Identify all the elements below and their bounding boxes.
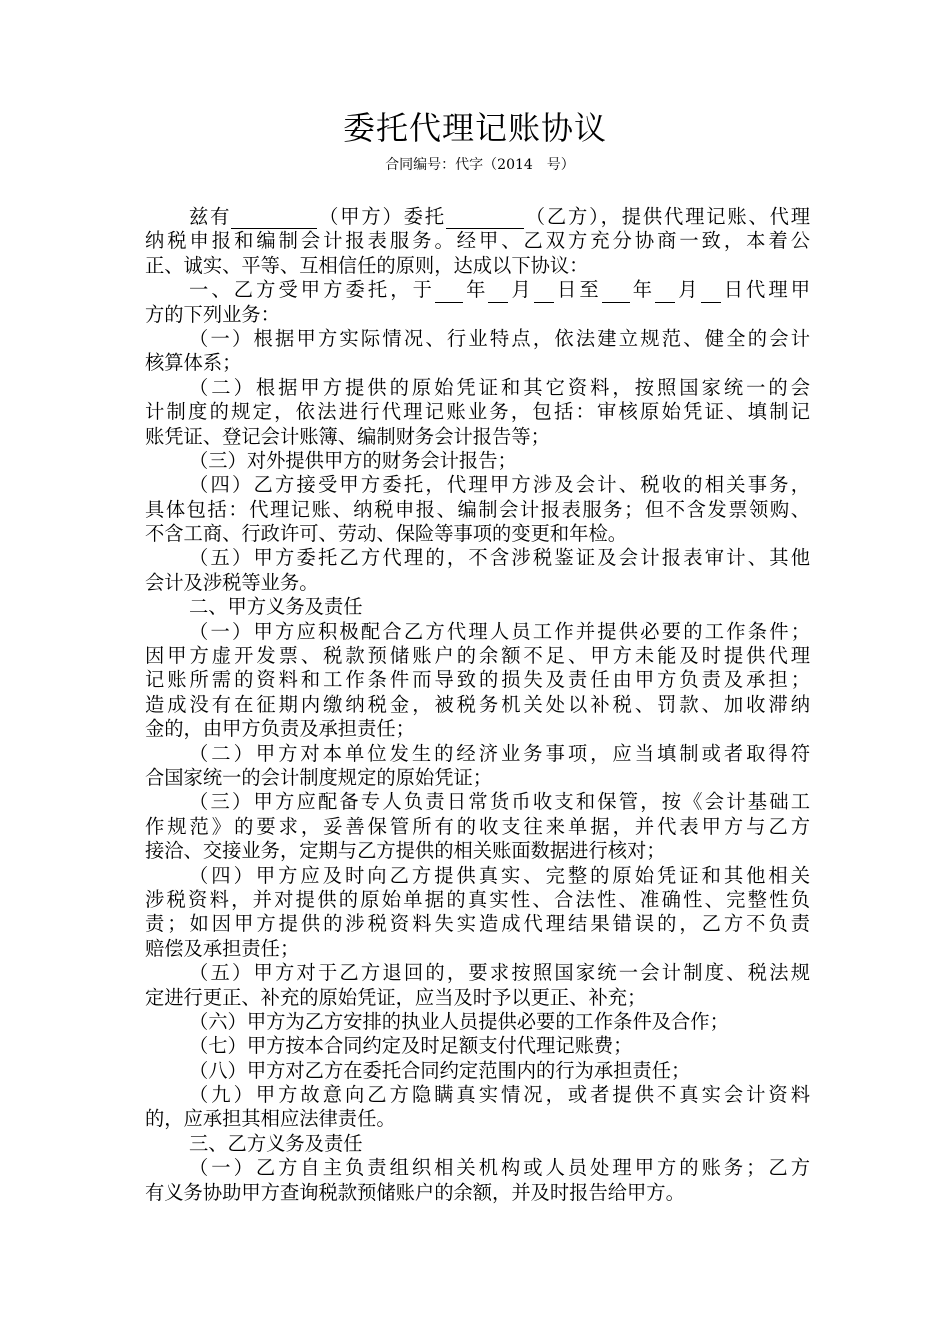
paragraph-line: 方的下列业务： (145, 302, 280, 326)
clause-line: （四）甲方应及时向乙方提供真实、完整的原始凭证和其他相关 (189, 863, 810, 887)
paragraph-line: 纳税申报和编制会计报表服务。经甲、乙双方充分协商一致，本着公 (145, 229, 810, 253)
clause-line: （三）对外提供甲方的财务会计报告； (189, 448, 517, 472)
clause-line: （六）甲方为乙方安排的执业人员提供必要的工作条件及合作； (189, 1009, 729, 1033)
clause-line: 不含工商、行政许可、劳动、保险等事项的变更和年检。 (145, 522, 628, 546)
clause-line: 责；如因甲方提供的涉税资料失实造成代理结果错误的，乙方不负责 (145, 912, 810, 936)
clause-line: （三）甲方应配备专人负责日常货币收支和保管，按《会计基础工 (189, 790, 810, 814)
start-month-blank[interactable] (488, 282, 508, 303)
clause-line: （八）甲方对乙方在委托合同约定范围内的行为承担责任； (189, 1058, 691, 1082)
section-heading: 三、乙方义务及责任 (189, 1131, 363, 1155)
clause-line: （一）乙方自主负责组织相关机构或人员处理甲方的账务；乙方 (189, 1156, 810, 1180)
clause-line: 有义务协助甲方查询税款预储账户的余额，并及时报告给甲方。 (145, 1180, 685, 1204)
party-a-blank[interactable] (231, 208, 317, 229)
clause-line: 金的，由甲方负责及承担责任； (145, 717, 415, 741)
section-heading: 二、甲方义务及责任 (189, 595, 363, 619)
start-year-blank[interactable] (435, 282, 463, 303)
clause-line: 定进行更正、补充的原始凭证，应当及时予以更正、补充； (145, 985, 647, 1009)
clause-line: 合国家统一的会计制度规定的原始凭证； (145, 765, 493, 789)
clause-line: （二）根据甲方提供的原始凭证和其它资料，按照国家统一的会 (189, 375, 810, 399)
clause-line: 造成没有在征期内缴纳税金，被税务机关处以补税、罚款、加收滞纳 (145, 692, 810, 716)
start-day-blank[interactable] (534, 282, 554, 303)
clause-line: 作规范》的要求，妥善保管所有的收支往来单据，并代表甲方与乙方 (145, 814, 810, 838)
clause-line: 的，应承担其相应法律责任。 (145, 1107, 396, 1131)
clause-line: 会计及涉税等业务。 (145, 570, 319, 594)
clause-line: （二）甲方对本单位发生的经济业务事项，应当填制或者取得符 (189, 741, 810, 765)
clause-line: 核算体系； (145, 351, 242, 375)
clause-line: 具体包括：代理记账、纳税申报、编制会计报表服务；但不含发票领购、 (145, 497, 810, 521)
clause-line: （五）甲方委托乙方代理的，不含涉税鉴证及会计报表审计、其他 (189, 546, 810, 570)
clause-line: 接洽、交接业务，定期与乙方提供的相关账面数据进行核对； (145, 839, 666, 863)
end-year-blank[interactable] (602, 282, 630, 303)
party-b-blank[interactable] (446, 208, 524, 229)
clause-line: 记账所需的资料和工作条件而导致的损失及责任由甲方负责及承担； (145, 668, 810, 692)
clause-line: （四）乙方接受甲方委托，代理甲方涉及会计、税收的相关事务， (189, 473, 810, 497)
paragraph-line: 兹有 （甲方）委托 （乙方），提供代理记账、代理 (189, 205, 811, 228)
contract-number: 合同编号：代字（2014 号） (385, 157, 575, 173)
clause-line: （一）根据甲方实际情况、行业特点，依法建立规范、健全的会计 (189, 326, 810, 350)
paragraph-line: 正、诚实、平等、互相信任的原则，达成以下协议： (145, 253, 589, 277)
clause-line: （一）甲方应积极配合乙方代理人员工作并提供必要的工作条件； (189, 619, 810, 643)
document-body (145, 205, 810, 1205)
document-title: 委托代理记账协议 (342, 109, 607, 147)
clause-line: 涉税资料，并对提供的原始单据的真实性、合法性、准确性、完整性负 (145, 887, 810, 911)
clause-line: 账凭证、登记会计账簿、编制财务会计报告等； (145, 424, 550, 448)
clause-line: （九）甲方故意向乙方隐瞒真实情况，或者提供不真实会计资料 (189, 1083, 810, 1107)
section-heading-line: 一、乙方受甲方委托，于 年 月 日至 年 月 日代理甲 (189, 278, 811, 302)
end-day-blank[interactable] (701, 282, 721, 303)
clause-line: 赔偿及承担责任； (145, 936, 300, 960)
clause-line: 因甲方虚开发票、税款预储账户的余额不足、甲方未能及时提供代理 (145, 644, 810, 668)
clause-line: （五）甲方对于乙方退回的，要求按照国家统一会计制度、税法规 (189, 961, 810, 985)
clause-line: 计制度的规定，依法进行代理记账业务，包括：审核原始凭证、填制记 (145, 400, 810, 424)
end-month-blank[interactable] (655, 282, 675, 303)
clause-line: （七）甲方按本合同约定及时足额支付代理记账费； (189, 1034, 633, 1058)
